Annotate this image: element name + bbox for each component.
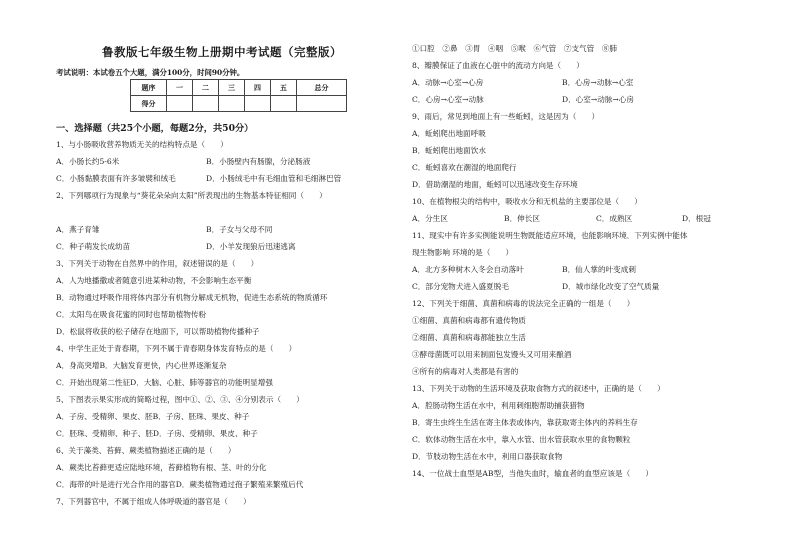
page-title: 鲁教版七年级生物上册期中考试题（完整版） [102,45,342,59]
question-line: 10、在植物根尖的结构中，吸收水分和无机盐的主要部位是（ ） [412,197,642,206]
statement-line: ③酵母菌既可以用来制面包发馒头又可用来酿酒 [412,350,572,359]
option-line: A．动脉→心室→心房 [412,78,484,87]
question-line: 2、下列哪项行为现象与“葵花朵朵向太阳”所表现出的生物基本特征相同（ ） [56,191,327,200]
option-line: B．心房→动脉→心室 [562,78,634,87]
question-line: 11、现实中有许多实例能说明生物既能适应环境，也能影响环境．下列实例中能体 [412,231,688,240]
score-header-cell: 二 [193,80,219,96]
option-line: A．身高突增B．大脑发育更快，内心世界逐渐复杂 [56,361,227,370]
score-header-cell: 三 [219,80,245,96]
score-cell[interactable] [219,96,245,112]
option-line: B．伸长区 [504,214,540,223]
score-header-cell: 题序 [131,80,167,96]
statement-line: ①细菌、真菌和病毒都有遗传物质 [412,316,526,325]
question-line: 8、瓣膜保证了血液在心脏中的流动方向是（ ） [412,61,584,70]
score-table [130,79,347,112]
score-row-label: 得分 [131,96,167,112]
section-heading: 一、选择题（共25个小题，每题2分，共50分） [56,123,254,134]
score-cell[interactable] [245,96,271,112]
option-line: B．寄生虫终生生活在寄主体表或体内，靠获取寄主体内的养料生存 [412,418,638,427]
score-cell[interactable] [271,96,297,112]
question-line: 现生物影响 环境的是（ ） [412,248,514,257]
option-line: A．人为地播撒或者随意引进某种动物，不会影响生态平衡 [56,276,252,285]
question-line: 6、关于藻类、苔藓、蕨类植物描述正确的是（ ） [56,446,236,455]
score-header-cell: 一 [167,80,193,96]
option-line: ①口腔 ②鼻 ③胃 ④咽 ⑤喉 ⑥气管 ⑦支气管 ⑧肺 [412,44,618,53]
option-line: A．北方多种树木入冬会自动落叶 [412,265,524,274]
option-line: C．部分宠物犬进入盛夏脱毛 [412,282,509,291]
option-line: C．蚯蚓喜欢在潮湿的地面爬行 [412,163,517,172]
score-cell[interactable] [193,96,219,112]
statement-line: ④所有的病毒对人类都是有害的 [412,367,519,376]
question-line: 9、雨后，常见到地面上有一些蚯蚓，这是因为（ ） [412,112,600,121]
option-line: D．根冠 [682,214,711,223]
score-cell[interactable] [167,96,193,112]
option-line: C．种子萌发长成幼苗 [56,242,131,251]
option-line: D．小羊发现狼后迅速逃离 [206,242,296,251]
option-line: C．开始出现第二性征D．大脑、心脏、肺等器官的功能明显增强 [56,378,273,387]
score-table-score-row [131,96,347,112]
question-line: 14、一位战士血型是AB型，当他失血时，输血者的血型应该是（ ） [412,469,653,478]
question-line: 13、下列关于动物的生活环境及获取食物方式的叙述中，正确的是（ ） [412,384,665,393]
option-line: A．分生区 [412,214,448,223]
option-line: B．仙人掌的叶变成刺 [562,265,636,274]
option-line: D．节肢动物生活在水中，利用口器获取食物 [412,452,563,461]
question-line: 1、与小肠吸收营养物质无关的结构特点是（ ） [56,140,228,149]
option-line: C．小肠黏膜表面有许多皱襞和绒毛 [56,174,176,183]
option-line: A．腔肠动物生活在水中，利用刺细胞帮助捕获猎物 [412,401,585,410]
option-line: C．成熟区 [596,214,633,223]
option-line: D．城市绿化改变了空气质量 [562,282,660,291]
option-line: A．蚯蚓爬出地面呼吸 [412,129,486,138]
option-line: A．小肠长约5-6米 [56,157,120,166]
score-cell[interactable] [297,96,347,112]
option-line: A．燕子育雏 [56,225,100,234]
score-header-cell: 五 [271,80,297,96]
exam-note: 考试说明：本试卷五个大题，满分100分，时间90分钟。 [56,68,245,77]
question-line: 12、下列关于细菌、真菌和病毒的说法完全正确的一组是（ ） [412,299,635,308]
option-line: A．子房、受精卵、果皮、胚B．子房、胚珠、果皮、种子 [56,412,250,421]
option-line: C．海带的叶是进行光合作用的器官D．蕨类植物通过孢子繁殖来繁殖后代 [56,480,304,489]
score-header-cell: 四 [245,80,271,96]
question-line: 5、下图表示果实形成的简略过程，图中①、②、③、④分别表示（ ） [56,395,304,404]
option-line: D．小肠绒毛中有毛细血管和毛细淋巴管 [206,174,342,183]
option-line: C．太阳鸟在吸食花蜜的同时也帮助植物传粉 [56,310,207,319]
option-line: D．借助潮湿的地面，蚯蚓可以迅速改变生存环境 [412,180,578,189]
option-line: C．胚珠、受精卵、种子、胚D．子房、受精卵、果皮、种子 [56,429,258,438]
option-line: D．松鼠将收获的松子储存在地面下，可以帮助植物传播种子 [56,327,260,336]
option-line: C．心房→心室→动脉 [412,95,484,104]
option-line: C．软体动物生活在水中，靠入水管、出水管获取水里的食物颗粒 [412,435,631,444]
option-line: B．子女与父母不同 [206,225,273,234]
statement-line: ②细菌、真菌和病毒都能独立生活 [412,333,526,342]
option-line: B．蚯蚓爬出地面饮水 [412,146,486,155]
option-line: A．蕨类比苔藓更适应陆地环境，苔藓植物有根、茎、叶的分化 [56,463,267,472]
option-line: B．小肠壁内有肠腺，分泌肠液 [206,157,311,166]
option-line: B．动物通过呼吸作用将体内部分有机物分解成无机物，促进生态系统的物质循环 [56,293,328,302]
score-header-cell: 总分 [297,80,347,96]
option-line: D．心室→动脉→心房 [562,95,634,104]
question-line: 7、下列器官中，不属于组成人体呼吸道的器官是（ ） [56,497,251,506]
question-line: 3、下列关于动物在自然界中的作用，叙述错误的是（ ） [56,259,259,268]
score-table-header-row [131,80,347,96]
question-line: 4、中学生正处于青春期，下列不属于青春期身体发育特点的是（ ） [56,344,297,353]
